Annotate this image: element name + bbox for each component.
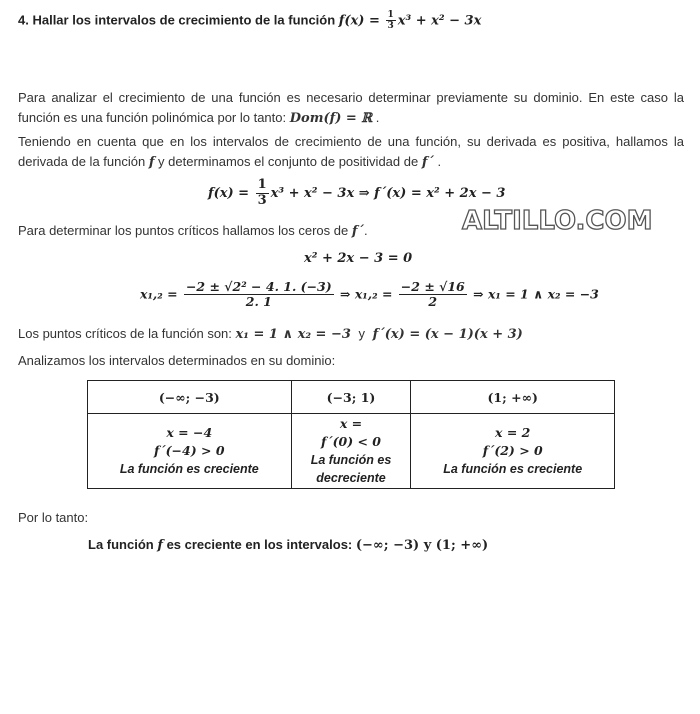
roots-result: ⇒ x₁ = 1 ∧ x₂ = −3 [473, 286, 599, 302]
table-row [88, 414, 615, 489]
critical-points-result: Los puntos críticos de la función son: x₁ = 1 ∧ x₂ = −3 y f´(x) = (x − 1)(x + 3) [18, 326, 523, 342]
function-name: f(x) = [338, 13, 380, 29]
quadratic-fraction: $\frac{\text{−2 ± √2² − 4. 1. (−3)}}{2. 1}$ [185, 279, 332, 310]
simplified-fraction: $\frac{-2 \pm √16}{2}$ [400, 279, 465, 310]
final-intervals: (−∞; −3) y (1; +∞) [355, 538, 489, 553]
derivative-paragraph [18, 132, 684, 173]
factored-derivative: f´(x) = (x − 1)(x + 3) [372, 327, 523, 342]
quadratic-formula-equation: x₁,₂ = $\frac{\text{−2 ± √2² − 4. 1. (−3)}}{2. 1}$ ⇒ x₁,₂ = $\frac{-2 \pm √16}{2}$ ⇒ x₁ = 1 ∧ x₂ = −3 [140, 279, 599, 310]
table-header-cell: (−∞; −3) [88, 381, 292, 414]
intervals-intro: Analizamos los intervalos determinados en su dominio: [18, 353, 336, 368]
critical-points-paragraph: Para determinar los puntos críticos hallamos los ceros de f´. [18, 223, 368, 239]
table-cell: x = f´(0) < 0 La función es decreciente [291, 414, 411, 489]
table-header-cell: (−3; 1) [291, 381, 411, 414]
function-expression: x³ + x² − 3x [397, 13, 482, 29]
domain-paragraph-line-2: función es una función polinómica por lo tanto: Dom(f) = ℝ . [18, 110, 380, 126]
table-header-cell: (1; +∞) [411, 381, 615, 414]
final-conclusion: La función f es creciente en los intervalos: (−∞; −3) y (1; +∞) [88, 537, 489, 553]
domain-paragraph-line-1: Para analizar el crecimiento de una función es necesario determinar previamente su dominio. En este caso la [18, 90, 684, 105]
zeros-equation: x² + 2x − 3 = 0 [304, 251, 413, 266]
table-cell: x = 2 f´(2) > 0 La función es creciente [411, 414, 615, 489]
table-header-row [88, 381, 615, 414]
watermark-logo: ALTILLO.COM [462, 206, 653, 236]
exercise-number: 4. [18, 12, 29, 28]
domain-formula: Dom(f) = ℝ [289, 111, 373, 126]
fraction-one-third: $\frac{1}{3}$ [387, 10, 394, 32]
exercise-title [18, 10, 481, 32]
fraction-one-third: $\frac{1}{3}$ [257, 177, 267, 208]
conclusion-intro: Por lo tanto: [18, 510, 89, 525]
intervals-table [87, 380, 615, 489]
derivative-paragraph-line-1: Teniendo en cuenta que en los intervalos de crecimiento de una función, su derivada es positiva, hallamos la [18, 134, 684, 149]
derivative-equation: f(x) = $\frac{1}{3}$ x³ + x² − 3x ⇒ f´(x) = x² + 2x − 3 [208, 177, 506, 208]
derivative-paragraph-line-2: derivada de la función f y determinamos el conjunto de positividad de f´ . [18, 154, 442, 170]
domain-paragraph [18, 88, 684, 129]
table-cell: x = −4 f´(−4) > 0 La función es creciente [88, 414, 292, 489]
exercise-statement: Hallar los intervalos de crecimiento de la función [32, 12, 336, 28]
